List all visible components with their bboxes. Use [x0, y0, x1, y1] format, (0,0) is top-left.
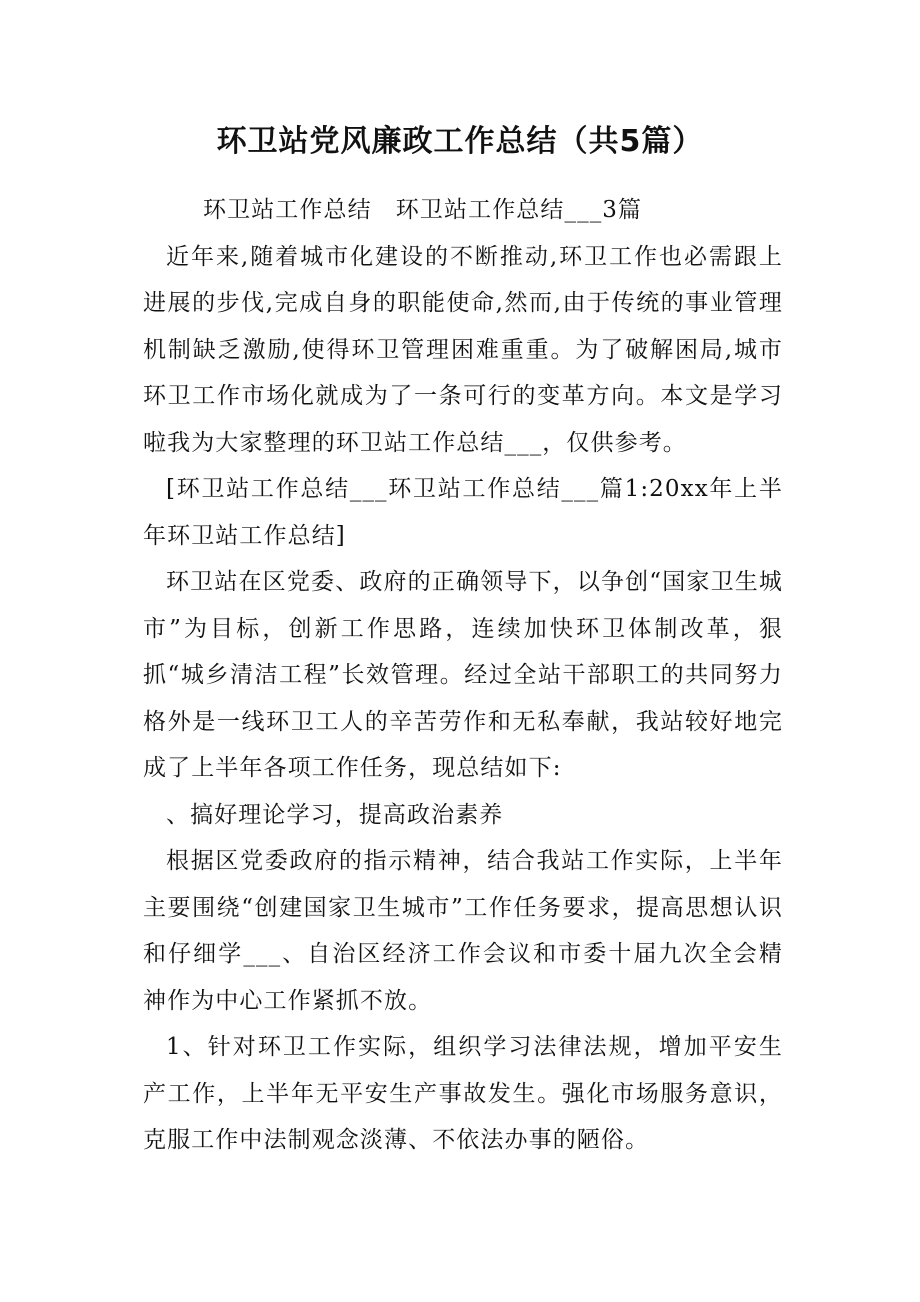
document-body — [143, 187, 783, 1164]
document-title: 环卫站党风廉政工作总结（共5篇） — [216, 124, 704, 159]
paragraph-study: 根据区党委政府的指示精神，结合我站工作实际，上半年主要围绕“创建国家卫生城市”工作任务要求，提高思想认识和仔细学___、自治区经济工作会议和市委十届九次全会精神作为中心工作紧抓不放。 — [143, 848, 783, 1014]
paragraph-point-1: 1、针对环卫工作实际，组织学习法律法规，增加平安生产工作，上半年无平安生产事故发生。强化市场服务意识，克服工作中法制观念淡薄、不依法办事的陋俗。 — [143, 1034, 783, 1153]
paragraph-item-heading: 、搞好理论学习，提高政治素养 — [166, 801, 504, 828]
paragraph-summary: 环卫站在区党委、政府的正确领导下，以争创“国家卫生城市”为目标，创新工作思路，连续加快环卫体制改革，狠抓“城乡清洁工程”长效管理。经过全站干部职工的共同努力格外是一线环卫工人的辛苦劳作和无私奉献，我站较好地完成了上半年各项工作任务，现总结如下: — [143, 569, 783, 781]
paragraph-section-heading: [环卫站工作总结___环卫站工作总结___篇1:20xx年上半年环卫站工作总结] — [143, 476, 783, 549]
paragraph-intro: 近年来,随着城市化建设的不断推动,环卫工作也必需跟上进展的步伐,完成自身的职能使命,然而,由于传统的事业管理机制缺乏激励,使得环卫管理困难重重。为了破解困局,城市环卫工作市场化就成为了一条可行的变革方向。本文是学习啦我为大家整理的环卫站工作总结___，仅供参考。 — [143, 243, 783, 456]
subtitle-line: 环卫站工作总结 环卫站工作总结___3篇 — [203, 197, 643, 223]
